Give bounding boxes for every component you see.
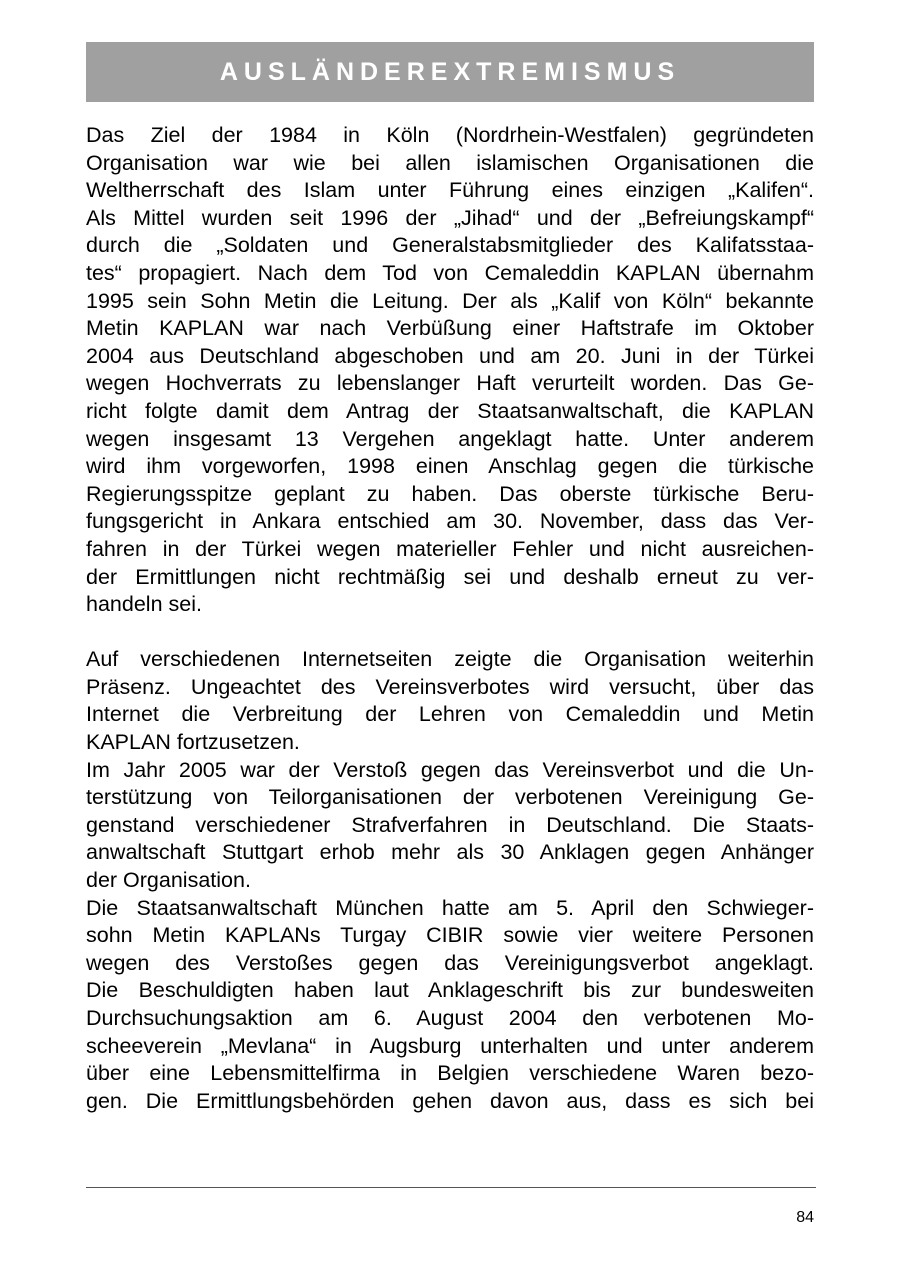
text-line: Die Staatsanwaltschaft München hatte am 5. April den Schwieger- (86, 895, 814, 920)
text-line: durch die „Soldaten und Generalstabsmitglieder des Kalifatsstaa- (86, 233, 814, 258)
text-line: 1995 sein Sohn Metin die Leitung. Der als „Kalif von Köln“ bekannte (86, 288, 814, 313)
text-line: über eine Lebensmittelfirma in Belgien verschiedene Waren bezo- (86, 1061, 814, 1086)
footer-divider (86, 1187, 816, 1188)
paragraph (86, 895, 814, 1116)
page-number: 84 (796, 1209, 814, 1226)
text-line: wegen insgesamt 13 Vergehen angeklagt hatte. Unter anderem (86, 426, 814, 451)
paragraph-spacer (86, 619, 814, 647)
text-line: wegen Hochverrats zu lebenslanger Haft verurteilt worden. Das Ge- (86, 371, 814, 396)
text-line: Durchsuchungsaktion am 6. August 2004 den verbotenen Mo- (86, 1006, 814, 1030)
text-line: Internet die Verbreitung der Lehren von Cemaleddin und Metin (86, 702, 814, 727)
text-line: Das Ziel der 1984 in Köln (Nordrhein-Westfalen) gegründeten (86, 123, 814, 147)
text-line: Als Mittel wurden seit 1996 der „Jihad“ und der „Befreiungskampf“ (86, 205, 814, 230)
section-header-bar (86, 42, 814, 102)
section-title: AUSLÄNDEREXTREMISMUS (219, 57, 681, 86)
text-line: Präsenz. Ungeachtet des Vereinsverbotes wird versucht, über das (86, 674, 814, 699)
text-line: genstand verschiedener Strafverfahren in Deutschland. Die Staats- (86, 812, 814, 837)
paragraph (86, 646, 814, 756)
text-line: Metin KAPLAN war nach Verbüßung einer Haftstrafe im Oktober (86, 316, 814, 341)
text-line: der Organisation. (86, 868, 251, 893)
text-line: Organisation war wie bei allen islamischen Organisationen die (86, 150, 814, 175)
text-line: KAPLAN fortzusetzen. (86, 730, 300, 755)
text-line: fungsgericht in Ankara entschied am 30. November, dass das Ver- (86, 509, 814, 534)
text-line: scheeverein „Mevlana“ in Augsburg unterhalten und unter anderem (86, 1033, 814, 1058)
text-line: wegen des Verstoßes gegen das Vereinigungsverbot angeklagt. (86, 950, 814, 975)
text-line: fahren in der Türkei wegen materieller Fehler und nicht ausreichen- (86, 536, 814, 561)
text-line: Regierungsspitze geplant zu haben. Das oberste türkische Beru- (86, 481, 814, 506)
text-line: Auf verschiedenen Internetseiten zeigte die Organisation weiterhin (86, 647, 814, 672)
paragraph (86, 757, 814, 895)
text-line: 2004 aus Deutschland abgeschoben und am 20. Juni in der Türkei (86, 343, 814, 368)
text-line: tes“ propagiert. Nach dem Tod von Cemaleddin KAPLAN übernahm (86, 260, 814, 285)
text-line: der Ermittlungen nicht rechtmäßig sei und deshalb erneut zu ver- (86, 564, 814, 589)
text-line: sohn Metin KAPLANs Turgay CIBIR sowie vier weitere Personen (86, 923, 814, 948)
text-line: Weltherrschaft des Islam unter Führung eines einzigen „Kalifen“. (86, 178, 814, 203)
paragraph (86, 122, 814, 619)
body-text (86, 122, 814, 1115)
text-line: anwaltschaft Stuttgart erhob mehr als 30 Anklagen gegen Anhänger (86, 840, 814, 865)
text-line: wird ihm vorgeworfen, 1998 einen Anschlag gegen die türkische (86, 454, 814, 479)
text-line: terstützung von Teilorganisationen der verbotenen Vereinigung Ge- (86, 785, 814, 810)
text-line: Die Beschuldigten haben laut Anklageschrift bis zur bundesweiten (86, 978, 814, 1003)
text-line: Im Jahr 2005 war der Verstoß gegen das Vereinsverbot und die Un- (86, 757, 814, 782)
text-line: gen. Die Ermittlungsbehörden gehen davon aus, dass es sich bei (86, 1088, 814, 1113)
text-line: richt folgte damit dem Antrag der Staatsanwaltschaft, die KAPLAN (86, 398, 814, 423)
text-line: handeln sei. (86, 592, 202, 617)
